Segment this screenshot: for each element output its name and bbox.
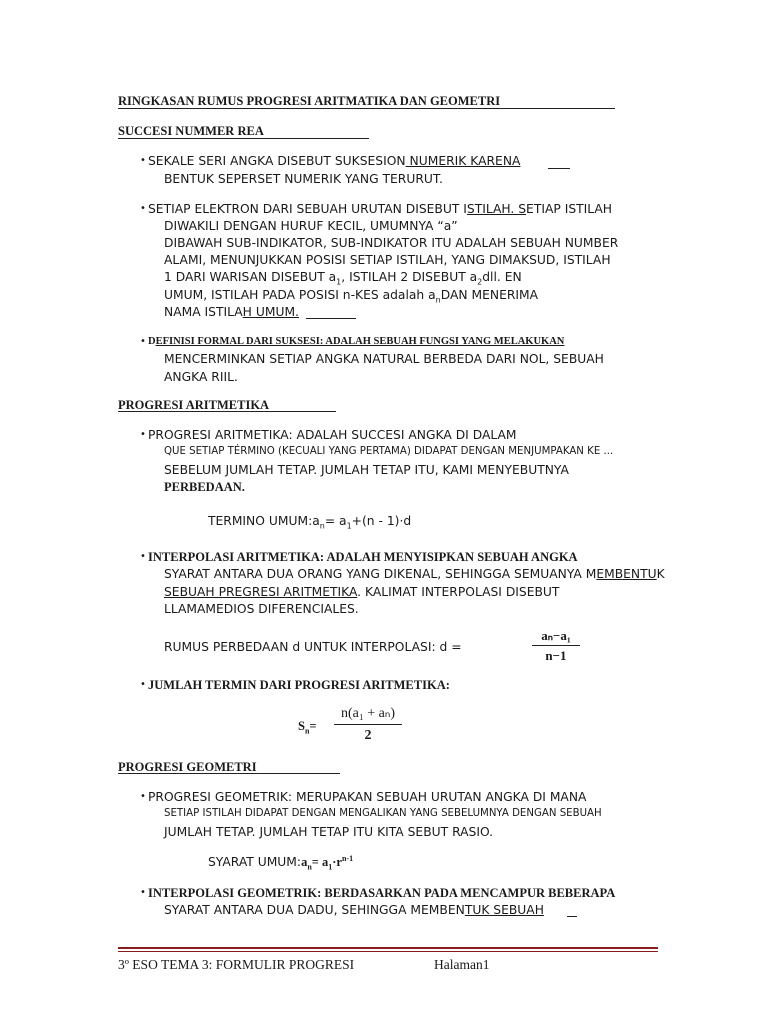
formula-syarat-umum: SYARAT $UMUM:a_n= a_1\cdot r^{n-1}$ xyxy=(208,853,354,872)
s1-b1-line1: SEKALE SERI ANGKA DISEBUT SUKSESION NUMERIK KARENA xyxy=(148,154,521,168)
formula-perbedaan-denominator: n−1 xyxy=(545,648,567,663)
bullet-icon: • xyxy=(140,551,146,562)
s2-b2-line3: SEBUAH PREGRESI ARITMETIKA. KALIMAT INTERPOLASI DISEBUT xyxy=(164,585,560,599)
footer-rule-thin xyxy=(118,951,658,952)
page-title: RINGKASAN RUMUS PROGRESI ARITMATIKA DAN GEOMETRI xyxy=(118,94,501,108)
formula-perbedaan-numerator: aₙ−a₁ xyxy=(541,628,571,643)
footer-left: 3º ESO TEMA 3: FORMULIR PROGRESI xyxy=(118,957,355,972)
section-heading-geometri: PROGRESI GEOMETRI xyxy=(118,760,257,774)
s1-b2-line7: NAMA ISTILAH UMUM. xyxy=(164,305,299,319)
section-heading-succesi: SUCCESI NUMMER REA xyxy=(118,124,264,138)
underline-ext xyxy=(306,318,356,319)
s2-b1-line3: SEBELUM JUMLAH TETAP. JUMLAH TETAP ITU, KAMI MENYEBUTNYA xyxy=(164,463,569,477)
s2-b2-line2: SYARAT ANTARA DUA ORANG YANG DIKENAL, SEHINGGA SEMUANYA MEMBENTUK xyxy=(164,567,665,581)
s3-b1-line2: SETIAP ISTILAH DIDAPAT DENGAN MENGALIKAN YANG SEBELUMNYA DENGAN SEBUAH xyxy=(164,808,602,819)
underline-ext xyxy=(567,916,577,917)
s3-b2-line1: INTERPOLASI GEOMETRIK: BERDASARKAN PADA MENCAMPUR BEBERAPA xyxy=(148,886,616,900)
s1-b3-line1: DEFINISI FORMAL DARI SUKSESI: ADALAH SEBUAH FUNGSI YANG MELAKUKAN xyxy=(148,336,565,347)
s1-b2-line4: ALAMI, MENUNJUKKAN POSISI SETIAP ISTILAH, YANG DIMAKSUD, ISTILAH xyxy=(164,253,611,267)
bullet-icon: • xyxy=(140,791,146,802)
bullet-icon: • xyxy=(140,336,146,347)
s3-b2-line2: SYARAT ANTARA DUA DADU, SEHINGGA MEMBENTUK SEBUAH xyxy=(164,903,544,917)
s1-b2-line3: DIBAWAH SUB-INDIKATOR, SUB-INDIKATOR ITU ADALAH SEBUAH NUMBER xyxy=(164,236,619,250)
s2-b2-line4: LLAMAMEDIOS DIFERENCIALES. xyxy=(164,602,359,616)
bullet-icon: • xyxy=(140,679,146,690)
s2-b1-line2: QUE SETIAP TÉRMINO (KECUALI YANG PERTAMA) DIDAPAT DENGAN MENJUMPAKAN KE ... xyxy=(164,446,614,457)
underline-ext xyxy=(548,168,570,169)
footer-rule xyxy=(118,947,658,949)
fraction-bar xyxy=(532,645,580,646)
s2-b1-line1: PROGRESI ARITMETIKA: ADALAH SUCCESI ANGKA DI DALAM xyxy=(148,428,517,442)
bullet-icon: • xyxy=(140,155,146,166)
section-heading-aritmetika: PROGRESI ARITMETIKA xyxy=(118,398,270,412)
formula-sn-label: $S_n=$ xyxy=(298,719,317,736)
formula-perbedaan-label: RUMUS PERBEDAAN d UNTUK INTERPOLASI: d = xyxy=(164,640,462,654)
bullet-icon: • xyxy=(140,429,146,440)
s1-b2-line1: SETIAP ELEKTRON DARI SEBUAH URUTAN DISEBUT ISTILAH. SETIAP ISTILAH xyxy=(148,202,613,216)
section-underline xyxy=(118,773,340,774)
footer-page-number: Halaman1 xyxy=(434,957,490,972)
s1-b2-line6: UMUM, ISTILAH PADA POSISI n-KES adalah $a_nDAN$ MENERIMA xyxy=(164,288,539,305)
s1-b2-line2: DIWAKILI DENGAN HURUF KECIL, UMUMNYA “a” xyxy=(164,219,458,233)
bullet-icon: • xyxy=(140,203,146,214)
title-underline xyxy=(118,108,615,109)
s2-b2-line1: INTERPOLASI ARITMETIKA: ADALAH MENYISIPKAN SEBUAH ANGKA xyxy=(148,550,578,564)
s3-b1-line1: PROGRESI GEOMETRIK: MERUPAKAN SEBUAH URUTAN ANGKA DI MANA xyxy=(148,790,587,804)
s1-b3-line3: ANGKA RIIL. xyxy=(164,370,238,384)
section-underline xyxy=(118,138,369,139)
formula-termino-umum: TERMINO $UMUM:a_n= a_1+(n - 1)\cdot d$ xyxy=(208,514,412,531)
bullet-icon: • xyxy=(140,887,146,898)
s2-b1-line4: PERBEDAAN. xyxy=(164,480,245,494)
section-underline xyxy=(118,411,336,412)
s2-b3-line1: JUMLAH TERMIN DARI PROGRESI ARITMETIKA: xyxy=(148,678,450,692)
s1-b2-line5: 1 DARI WARISAN DISEBUT $a_1$, ISTILAH 2 DISEBUT $a_2dll$. EN xyxy=(164,270,522,287)
s3-b1-line3: JUMLAH TETAP. JUMLAH TETAP ITU KITA SEBUT RASIO. xyxy=(164,825,494,839)
s1-b1-line2: BENTUK SEPERSET NUMERIK YANG TERURUT. xyxy=(164,172,443,186)
s1-b3-line2: MENCERMINKAN SETIAP ANGKA NATURAL BERBEDA DARI NOL, SEBUAH xyxy=(164,352,604,366)
fraction-bar xyxy=(334,724,402,725)
formula-sn-numerator: n(a₁ + aₙ) xyxy=(340,706,396,721)
formula-sn-denominator: 2 xyxy=(364,728,372,743)
